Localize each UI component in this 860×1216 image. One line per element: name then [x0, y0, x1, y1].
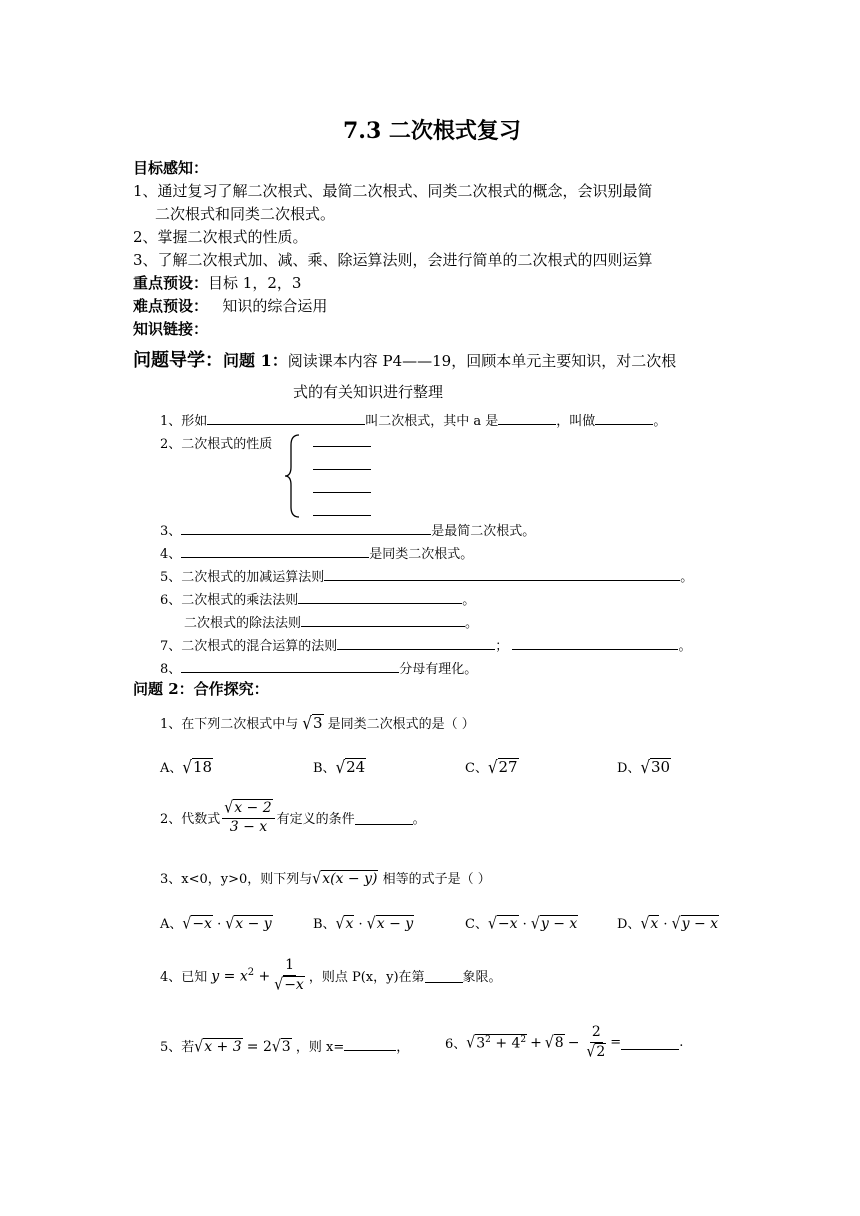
review-1-d: 。 — [653, 414, 667, 429]
q3-option-c[interactable]: C、√−x · √y − x — [465, 914, 578, 934]
q6-exponent: 2 — [485, 1034, 491, 1045]
q1-option-c[interactable] — [465, 757, 519, 776]
difficult-points — [133, 295, 327, 316]
q4-stem-b: ，则点 P(x，y)在第 — [308, 970, 425, 985]
q5-equals: = 2 — [246, 1039, 272, 1055]
review-5-a: 5、二次根式的加减运算法则 — [160, 570, 325, 585]
problem2-label: 问题 2：合作探究： — [133, 680, 269, 698]
q3-stem-b: 相等的式子是（ ） — [382, 872, 491, 887]
review-8-b: 分母有理化。 — [399, 662, 478, 677]
difficult-points-value: 知识的综合运用 — [222, 297, 328, 315]
review-7 — [160, 635, 691, 654]
review-8 — [160, 658, 477, 677]
option-letter: C、 — [465, 761, 488, 776]
sqrt-symbol: √x − y — [225, 914, 272, 934]
review-8-a: 8、 — [160, 662, 182, 677]
option-radicand: 30 — [651, 758, 671, 776]
review-4-a: 4、 — [160, 547, 182, 562]
option-radicand-1: x — [345, 916, 354, 932]
q4-stem-a: 4、已知 — [160, 970, 208, 985]
q2-stem-a: 2、代数式 — [160, 812, 221, 827]
q6-stem — [445, 1024, 683, 1061]
fraction: $\frac{2}{√2}$ — [586, 1024, 606, 1061]
q3-option-a[interactable]: A、√−x · √x − y — [160, 914, 272, 934]
q3-option-d[interactable]: D、√x · √y − x — [617, 914, 719, 934]
review-6c-b: 。 — [465, 616, 479, 631]
q6-base-b: + 4 — [495, 1035, 521, 1052]
q4-stem-c: 象限。 — [462, 970, 502, 985]
sqrt-symbol: √27 — [487, 756, 518, 778]
q5-stem-c: ， — [396, 1040, 410, 1055]
blank-q6[interactable] — [621, 1035, 679, 1050]
page-title: 7.3 二次根式复习 — [343, 118, 521, 144]
review-6c — [184, 612, 478, 631]
q6-stem-a: 6、 — [445, 1037, 467, 1052]
blank-called[interactable] — [595, 410, 653, 425]
blank-q2[interactable] — [355, 810, 413, 825]
review-6 — [160, 589, 475, 608]
sqrt-symbol: √x(x − y) — [312, 869, 378, 889]
q1-option-b[interactable] — [313, 757, 366, 776]
option-letter: A、 — [160, 917, 183, 932]
q6-exponent: 2 — [520, 1034, 527, 1045]
sqrt-symbol: √y − x — [671, 914, 719, 934]
review-6-b: 。 — [462, 593, 476, 608]
blank-add-sub[interactable] — [324, 566, 680, 581]
key-points-value: 目标 1，2，3 — [208, 274, 302, 292]
q2-numerator: x − 2 — [234, 800, 272, 816]
option-radicand: 27 — [498, 758, 518, 776]
goal-1a: 1、通过复习了解二次根式、最简二次根式、同类二次根式的概念，会识别最简 — [133, 182, 653, 200]
option-radicand-2: y − x — [681, 916, 719, 932]
q1-stem — [160, 713, 475, 732]
review-3-b: 是最简二次根式。 — [431, 524, 536, 539]
problem1-label-b: 问题 1： — [223, 351, 288, 370]
q4-exponent: 2 — [247, 966, 255, 978]
blank-mixed-2[interactable] — [512, 635, 678, 650]
q3-option-b[interactable]: B、√x · √x − y — [313, 914, 414, 934]
blank-q5[interactable] — [344, 1036, 396, 1051]
option-letter: B、 — [313, 761, 336, 776]
q2-stem-c: 。 — [412, 812, 426, 827]
q6-radicand-2: 8 — [554, 1034, 564, 1051]
q4-stem — [160, 957, 502, 994]
review-1-b: 叫二次根式，其中 a 是 — [365, 414, 499, 429]
option-letter: A、 — [160, 761, 183, 776]
option-letter: C、 — [465, 917, 488, 932]
q6-plus: + — [530, 1034, 542, 1051]
option-letter: D、 — [617, 917, 641, 932]
review-1-a: 1、形如 — [160, 414, 208, 429]
review-3-a: 3、 — [160, 524, 182, 539]
blank-property-1[interactable] — [313, 432, 371, 447]
sqrt-symbol: $√3^2 + 4^2$ — [466, 1034, 527, 1053]
option-radicand-1: −x — [192, 916, 212, 932]
option-radicand: 18 — [192, 758, 213, 776]
problem1-text-b: 式的有关知识进行整理 — [293, 383, 444, 401]
q3-stem-a: 3、x<0，y>0，则下列与 — [160, 872, 313, 887]
q5-stem — [160, 1036, 409, 1055]
q4-denominator: −x — [284, 976, 304, 993]
blank-a-is[interactable] — [498, 410, 556, 425]
q3-radicand: x(x − y) — [322, 871, 378, 887]
sqrt-symbol: √−x — [487, 914, 518, 934]
q6-base-a: 3 — [476, 1035, 486, 1052]
goal-2: 2、掌握二次根式的性质。 — [133, 228, 308, 246]
key-points-label: 重点预设： — [133, 274, 209, 292]
q1-stem-a: 1、在下列二次根式中与 — [160, 717, 299, 732]
q6-numerator: 2 — [590, 1024, 603, 1043]
blank-similar[interactable] — [181, 543, 369, 558]
sqrt-symbol: √30 — [640, 756, 671, 778]
goal-1b: 二次根式和同类二次根式。 — [155, 205, 336, 223]
sqrt-symbol: √x − y — [366, 914, 414, 934]
blank-divide[interactable] — [301, 612, 465, 627]
q4-numerator: 1 — [283, 957, 296, 976]
brace-icon — [283, 433, 303, 519]
sqrt-symbol: √18 — [182, 756, 213, 778]
blank-q4[interactable] — [425, 968, 463, 983]
q4-expr — [211, 967, 270, 985]
review-7-c: 。 — [678, 639, 692, 654]
review-4 — [160, 543, 473, 562]
q6-denominator: 2 — [596, 1043, 606, 1060]
option-radicand-1: x — [650, 916, 659, 932]
option-radicand-1: −x — [497, 916, 518, 932]
q4-plus: + — [258, 968, 271, 985]
q3-stem — [160, 868, 491, 887]
q5-radicand-2: 3 — [281, 1039, 291, 1055]
sqrt-symbol: √24 — [335, 756, 366, 778]
option-radicand-2: y − x — [540, 916, 578, 932]
sqrt-symbol: √3 — [302, 712, 323, 734]
review-5-b: 。 — [680, 570, 694, 585]
difficult-points-label: 难点预设： — [133, 297, 209, 315]
sqrt-symbol: √8 — [544, 1033, 564, 1053]
blank-simplest[interactable] — [181, 520, 431, 535]
q2-stem-b: 有定义的条件 — [276, 812, 355, 827]
blank-property-4[interactable] — [313, 501, 371, 516]
review-1 — [160, 410, 666, 429]
goal-3: 3、了解二次根式加、减、乘、除运算法则，会进行简单的二次根式的四则运算 — [133, 251, 653, 269]
blank-property-3[interactable] — [313, 478, 371, 493]
review-1-c: ，叫做 — [556, 414, 596, 429]
q6-stem-c: . — [679, 1035, 684, 1050]
sqrt-symbol: √x — [640, 914, 659, 934]
goals-heading: 目标感知： — [133, 159, 209, 177]
blank-mixed-1[interactable] — [337, 635, 495, 650]
q5-stem-a: 5、若 — [160, 1040, 195, 1055]
review-3 — [160, 520, 535, 539]
option-radicand-2: x − y — [235, 916, 272, 932]
blank-multiply[interactable] — [298, 589, 462, 604]
problem1-text-a: 阅读课本内容 P4——19，回顾本单元主要知识，对二次根 — [287, 352, 677, 370]
option-letter: B、 — [313, 917, 336, 932]
option-letter: D、 — [617, 761, 641, 776]
q1-option-d[interactable] — [617, 757, 671, 776]
sqrt-symbol: √−x — [182, 914, 212, 934]
fraction: $\frac{√x - 2}{3 - x}$ — [222, 799, 274, 836]
fraction: $\frac{1}{√-x}$ — [274, 957, 304, 994]
sqrt-symbol: √3 — [271, 1037, 291, 1057]
key-points — [133, 272, 301, 293]
q2-denominator: 3 − x — [229, 818, 268, 835]
blank-property-2[interactable] — [313, 455, 371, 470]
problem1-line — [133, 346, 676, 372]
q5-radicand: x + 3 — [204, 1039, 242, 1055]
review-7-b: ； — [495, 639, 509, 654]
blank-rationalize[interactable] — [181, 658, 399, 673]
option-radicand-2: x − y — [376, 916, 414, 932]
q6-stem-b: = — [610, 1035, 622, 1050]
review-6-a: 6、二次根式的乘法法则 — [160, 593, 299, 608]
sqrt-symbol: √x + 3 — [194, 1037, 242, 1057]
q1-stem-b: 是同类二次根式的是（ ） — [327, 717, 475, 732]
review-4-b: 是同类二次根式。 — [369, 547, 474, 562]
knowledge-link: 知识链接： — [133, 320, 209, 338]
q5-stem-b: ，则 x= — [295, 1040, 345, 1055]
review-7-a: 7、二次根式的混合运算的法则 — [160, 639, 338, 654]
review-5 — [160, 566, 693, 585]
review-2: 2、二次根式的性质 — [160, 437, 273, 452]
sqrt-symbol: √y − x — [530, 914, 578, 934]
option-radicand: 24 — [346, 758, 366, 776]
problem1-label-a: 问题导学： — [133, 350, 223, 371]
q6-minus: − — [567, 1034, 580, 1051]
review-6c-a: 二次根式的除法法则 — [184, 616, 302, 631]
q2-stem — [160, 799, 426, 836]
blank-form[interactable] — [207, 410, 365, 425]
sqrt-symbol: √x — [335, 914, 354, 934]
q1-radicand: 3 — [312, 714, 323, 732]
q4-expr-a: y = x — [211, 968, 248, 985]
q1-option-a[interactable] — [160, 757, 213, 776]
